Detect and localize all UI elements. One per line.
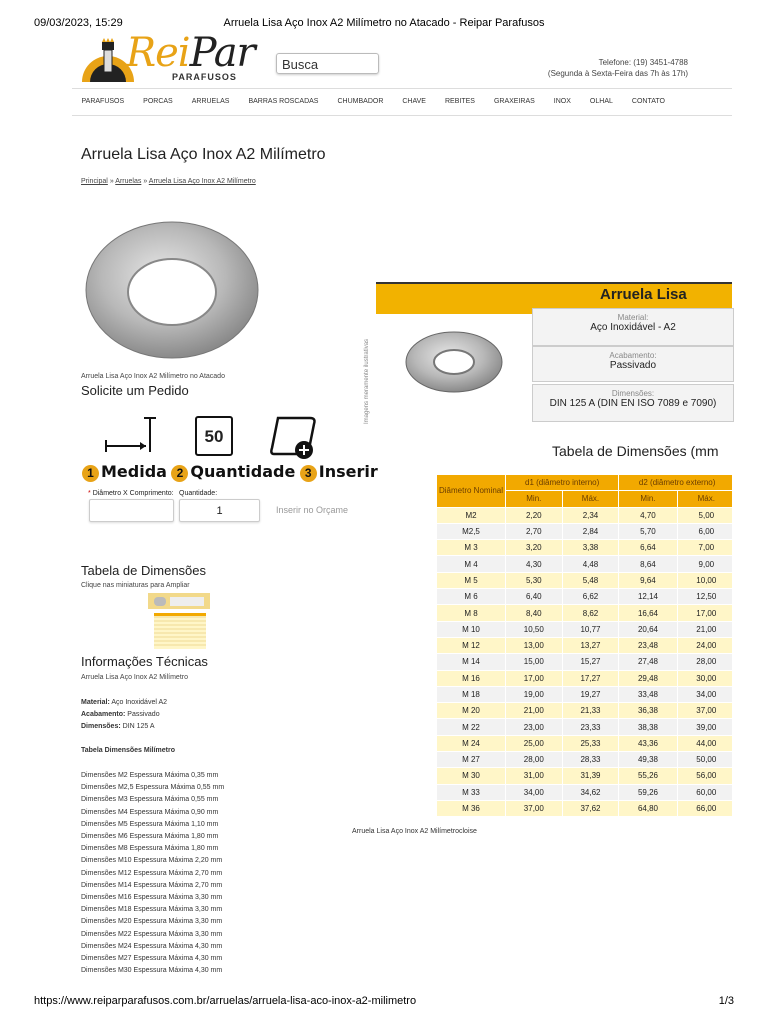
- tech-line: Dimensões M6 Espessura Máxima 1,80 mm: [81, 833, 219, 841]
- tech-material-value: Aço Inoxidável A2: [111, 699, 168, 706]
- breadcrumb-sep: »: [143, 178, 148, 185]
- tech-dimensoes-value: DIN 125 A: [122, 723, 155, 731]
- nav-item-arruelas[interactable]: ARRUELAS: [191, 98, 230, 105]
- th-max: Máx.: [562, 491, 619, 507]
- spec-material-value: Aço Inoxidável - A2: [590, 322, 676, 333]
- spec-dims-cell: 55,26: [619, 768, 677, 784]
- spec-dims-cell: 2,84: [562, 523, 619, 539]
- spec-dims-body: [437, 507, 733, 817]
- tech-line: Dimensões M3 Espessura Máxima 0,55 mm: [81, 796, 219, 804]
- spec-dims-cell: 38,38: [619, 719, 677, 735]
- spec-dims-cell: 16,64: [619, 605, 677, 621]
- order-title: Solicite um Pedido: [81, 383, 189, 398]
- spec-dims-row: [437, 800, 733, 816]
- th-min: Min.: [619, 491, 677, 507]
- tech-acabamento-value: Passivado: [127, 711, 160, 719]
- spec-dims-row: [437, 719, 733, 735]
- spec-dims-cell: 28,00: [677, 654, 732, 670]
- spec-dims-cell: M 27: [437, 752, 506, 768]
- spec-dims-cell: 17,00: [677, 605, 732, 621]
- nav-item-graxeiras[interactable]: GRAXEIRAS: [493, 98, 535, 105]
- spec-dims-cell: 34,00: [506, 784, 563, 800]
- print-page: 1/3: [718, 995, 734, 1007]
- spec-dims-cell: 31,00: [506, 768, 563, 784]
- search-input[interactable]: Busca: [276, 53, 379, 74]
- spec-dims-cell: 37,00: [677, 703, 732, 719]
- field2-label: Quantidade:: [179, 490, 218, 497]
- spec-caption: Arruela Lisa Aço Inox A2 Milímetrocloise: [352, 828, 477, 835]
- spec-side-text: Imagens meramente ilustrativas: [364, 338, 370, 424]
- tech-line: Dimensões M24 Espessura Máxima 4,30 mm: [81, 942, 223, 950]
- spec-dims-cell: 19,00: [506, 686, 563, 702]
- dims-hint: Clique nas miniaturas para Ampliar: [81, 582, 190, 589]
- spec-dims-cell: 23,00: [506, 719, 563, 735]
- tech-line: Dimensões M4 Espessura Máxima 0,90 mm: [81, 808, 219, 816]
- spec-dims-cell: 34,00: [677, 686, 732, 702]
- spec-dims-cell: M 5: [437, 572, 506, 588]
- dims-thumbnail[interactable]: [148, 593, 210, 651]
- spec-dims-row: [437, 752, 733, 768]
- tech-line: Dimensões M8 Espessura Máxima 1,80 mm: [81, 845, 219, 853]
- print-datetime: 09/03/2023, 15:29: [34, 17, 123, 29]
- tech-line: Dimensões M2,5 Espessura Máxima 0,55 mm: [81, 784, 225, 792]
- spec-dimensoes-key: Dimensões:: [611, 389, 655, 398]
- spec-dims-cell: 8,64: [619, 556, 677, 572]
- step-label: Quantidade: [190, 462, 296, 481]
- order-steps: [82, 462, 378, 482]
- nav-item-porcas[interactable]: PORCAS: [143, 98, 173, 105]
- spec-dims-cell: 3,38: [562, 540, 619, 556]
- spec-dims-row: [437, 735, 733, 751]
- tech-line: Dimensões M22 Espessura Máxima 3,30 mm: [81, 930, 223, 938]
- spec-dims-cell: 21,00: [506, 703, 563, 719]
- step-number: 3: [300, 465, 317, 482]
- tech-line: Dimensões M18 Espessura Máxima 3,30 mm: [81, 906, 223, 914]
- spec-title: Arruela Lisa: [600, 286, 687, 303]
- step-number: 1: [82, 465, 99, 482]
- spec-dims-cell: M 14: [437, 654, 506, 670]
- nav-item-barras-roscadas[interactable]: BARRAS ROSCADAS: [248, 98, 319, 105]
- spec-dims-cell: 56,00: [677, 768, 732, 784]
- spec-dims-cell: 10,77: [562, 621, 619, 637]
- spec-dims-cell: M 20: [437, 703, 506, 719]
- spec-dims-cell: M 3: [437, 540, 506, 556]
- tech-line: Dimensões M30 Espessura Máxima 4,30 mm: [81, 967, 223, 975]
- spec-dims-cell: 5,00: [677, 507, 732, 523]
- tech-line: Dimensões M16 Espessura Máxima 3,30 mm: [81, 894, 223, 902]
- spec-dims-row: [437, 523, 733, 539]
- spec-dims-cell: M 6: [437, 589, 506, 605]
- spec-dims-cell: 60,00: [677, 784, 732, 800]
- spec-dims-cell: 2,20: [506, 507, 563, 523]
- image-caption: Arruela Lisa Aço Inox A2 Milímetro no Atacado: [81, 373, 225, 380]
- spec-dims-cell: 4,70: [619, 507, 677, 523]
- spec-dims-cell: 37,00: [506, 800, 563, 816]
- spec-dims-cell: 23,48: [619, 637, 677, 653]
- print-url: https://www.reiparparafusos.com.br/arruelas/arruela-lisa-aco-inox-a2-milimetro: [34, 995, 417, 1007]
- spec-dims-cell: 9,64: [619, 572, 677, 588]
- spec-dims-cell: M2: [437, 507, 506, 523]
- spec-dims-cell: 13,00: [506, 637, 563, 653]
- tech-dimensoes-key: Dimensões:: [81, 723, 121, 731]
- contact-hours: (Segunda à Sexta-Feira das 7h às 17h): [547, 69, 688, 78]
- nav-item-chave[interactable]: CHAVE: [402, 98, 426, 105]
- required-mark: *: [88, 490, 91, 497]
- spec-dims-row: [437, 784, 733, 800]
- tech-lines: [81, 770, 224, 977]
- spec-dims-cell: 17,27: [562, 670, 619, 686]
- spec-dims-cell: 25,00: [506, 735, 563, 751]
- spec-dims-row: [437, 605, 733, 621]
- spec-material-box: [532, 308, 734, 346]
- spec-acabamento-box: [532, 346, 734, 382]
- spec-dims-cell: 6,40: [506, 589, 563, 605]
- spec-dims-cell: M 8: [437, 605, 506, 621]
- spec-dims-cell: M 36: [437, 800, 506, 816]
- spec-dims-cell: 6,00: [677, 523, 732, 539]
- step-label: Medida: [101, 462, 167, 481]
- quantity-input[interactable]: 1: [179, 499, 260, 522]
- spec-dims-cell: 7,00: [677, 540, 732, 556]
- page-title: Arruela Lisa Aço Inox A2 Milímetro: [81, 146, 326, 163]
- spec-dims-row: [437, 572, 733, 588]
- spec-dims-cell: 8,40: [506, 605, 563, 621]
- spec-dims-cell: 28,33: [562, 752, 619, 768]
- spec-dims-cell: 23,33: [562, 719, 619, 735]
- spec-dims-cell: 39,00: [677, 719, 732, 735]
- tech-title: Informações Técnicas: [81, 654, 208, 669]
- breadcrumb-current[interactable]: Arruela Lisa Aço Inox A2 Milímetro: [148, 178, 256, 185]
- spec-dims-cell: M2,5: [437, 523, 506, 539]
- product-image[interactable]: [82, 214, 262, 362]
- spec-dims-row: [437, 670, 733, 686]
- spec-dims-cell: 20,64: [619, 621, 677, 637]
- field1-label-text: Diâmetro X Comprimento:: [92, 490, 174, 497]
- spec-dims-cell: 36,38: [619, 703, 677, 719]
- spec-dims-cell: 34,62: [562, 784, 619, 800]
- spec-dims-cell: 10,00: [677, 572, 732, 588]
- spec-dims-row: [437, 703, 733, 719]
- nav-item-chumbador[interactable]: CHUMBADOR: [337, 98, 384, 105]
- spec-dims-row: [437, 556, 733, 572]
- spec-dims-cell: M 12: [437, 637, 506, 653]
- spec-dims-cell: 24,00: [677, 637, 732, 653]
- tech-line: Dimensões M27 Espessura Máxima 4,30 mm: [81, 955, 223, 963]
- spec-dims-row: [437, 589, 733, 605]
- tech-line: Dimensões M20 Espessura Máxima 3,30 mm: [81, 918, 223, 926]
- spec-dims-row: [437, 768, 733, 784]
- spec-dims-cell: 27,48: [619, 654, 677, 670]
- spec-dims-cell: 25,33: [562, 735, 619, 751]
- spec-material-key: Material:: [617, 313, 649, 322]
- spec-dims-cell: 66,00: [677, 800, 732, 816]
- spec-dims-cell: 12,50: [677, 589, 732, 605]
- spec-dims-row: [437, 507, 733, 523]
- tech-line: Dimensões M5 Espessura Máxima 1,10 mm: [81, 820, 219, 828]
- spec-dims-cell: 31,39: [562, 768, 619, 784]
- logo-rei: Rei: [126, 30, 190, 76]
- spec-dims-row: [437, 540, 733, 556]
- breadcrumb: [81, 178, 256, 185]
- spec-dimensoes-box: [532, 384, 734, 422]
- dims-title: Tabela de Dimensões: [81, 563, 207, 578]
- spec-dims-cell: 37,62: [562, 800, 619, 816]
- th-d1: d1 (diâmetro interno): [506, 475, 619, 491]
- spec-dims-row: [437, 637, 733, 653]
- spec-dims-cell: 33,48: [619, 686, 677, 702]
- spec-acabamento-key: Acabamento:: [609, 351, 657, 360]
- spec-dims-cell: 59,26: [619, 784, 677, 800]
- insert-button[interactable]: Inserir no Orçame: [276, 505, 349, 515]
- step-number: 2: [171, 465, 188, 482]
- breadcrumb-category[interactable]: Arruelas: [115, 178, 142, 185]
- spec-dims-row: [437, 621, 733, 637]
- tech-line: Dimensões M2 Espessura Máxima 0,35 mm: [81, 772, 219, 779]
- print-title: Arruela Lisa Aço Inox A2 Milímetro no Atacado - Reipar Parafusos: [223, 17, 545, 29]
- th-max: Máx.: [677, 491, 732, 507]
- spec-dims-table-wrap: [436, 474, 732, 817]
- spec-dims-cell: 5,70: [619, 523, 677, 539]
- spec-dims-row: [437, 654, 733, 670]
- spec-washer-image: [404, 330, 504, 394]
- spec-dims-cell: 4,30: [506, 556, 563, 572]
- spec-dims-cell: M 16: [437, 670, 506, 686]
- insert-document-icon: [268, 414, 320, 460]
- spec-dims-cell: 9,00: [677, 556, 732, 572]
- spec-dims-cell: 28,00: [506, 752, 563, 768]
- spec-table-title: Tabela de Dimensões (mm: [552, 443, 719, 459]
- main-nav: [72, 88, 732, 116]
- spec-dims-cell: 5,48: [562, 572, 619, 588]
- measure-icon: [102, 414, 162, 456]
- contact-phone: Telefone: (19) 3451-4788: [598, 58, 688, 67]
- tech-line: Dimensões M14 Espessura Máxima 2,70 mm: [81, 881, 223, 889]
- tech-line: Dimensões M10 Espessura Máxima 2,20 mm: [81, 857, 223, 865]
- spec-dims-cell: 6,64: [619, 540, 677, 556]
- spec-dims-cell: 44,00: [677, 735, 732, 751]
- spec-dimensoes-value: DIN 125 A (DIN EN ISO 7089 e 7090): [549, 398, 717, 409]
- logo-par: Par: [189, 30, 255, 76]
- nav-item-contato[interactable]: CONTATO: [631, 98, 665, 105]
- tech-subtitle: Arruela Lisa Aço Inox A2 Milímetro: [81, 674, 188, 681]
- breadcrumb-home[interactable]: Principal: [81, 178, 108, 185]
- spec-dims-cell: 15,27: [562, 654, 619, 670]
- th-nominal: Diâmetro Nominal: [437, 475, 506, 508]
- tech-line: Dimensões M12 Espessura Máxima 2,70 mm: [81, 869, 223, 877]
- nav-item-inox[interactable]: INOX: [553, 98, 571, 105]
- spec-dims-cell: M 4: [437, 556, 506, 572]
- spec-dims-cell: 4,48: [562, 556, 619, 572]
- spec-dims-cell: 30,00: [677, 670, 732, 686]
- tech-specs: [81, 697, 167, 734]
- nav-item-rebites[interactable]: REBITES: [444, 98, 475, 105]
- spec-dims-cell: M 24: [437, 735, 506, 751]
- spec-dims-cell: 5,30: [506, 572, 563, 588]
- tech-material-key: Material:: [81, 699, 110, 706]
- spec-dims-cell: 12,14: [619, 589, 677, 605]
- spec-dims-cell: M 18: [437, 686, 506, 702]
- nav-item-olhal[interactable]: OLHAL: [589, 98, 613, 105]
- spec-dims-cell: 15,00: [506, 654, 563, 670]
- spec-dims-cell: 49,38: [619, 752, 677, 768]
- quantity-box-icon: 50: [195, 416, 233, 456]
- breadcrumb-sep: »: [109, 178, 114, 185]
- spec-dims-cell: 21,00: [677, 621, 732, 637]
- spec-dims-cell: 21,33: [562, 703, 619, 719]
- spec-dims-cell: 43,36: [619, 735, 677, 751]
- tech-table-title: Tabela Dimensões Milímetro: [81, 747, 176, 754]
- field1-label: [88, 490, 174, 497]
- spec-dims-cell: 13,27: [562, 637, 619, 653]
- logo[interactable]: [80, 30, 260, 84]
- spec-dims-cell: 3,20: [506, 540, 563, 556]
- spec-dims-cell: 50,00: [677, 752, 732, 768]
- logo-sub: PARAFUSOS: [172, 72, 237, 82]
- tech-acabamento-key: Acabamento:: [81, 711, 126, 719]
- spec-dims-cell: 19,27: [562, 686, 619, 702]
- th-min: Min.: [506, 491, 563, 507]
- spec-dims-cell: M 33: [437, 784, 506, 800]
- spec-dims-cell: 64,80: [619, 800, 677, 816]
- spec-dims-cell: 10,50: [506, 621, 563, 637]
- spec-dims-cell: 2,70: [506, 523, 563, 539]
- th-d2: d2 (diâmetro externo): [619, 475, 732, 491]
- spec-dims-cell: 17,00: [506, 670, 563, 686]
- spec-dims-cell: 6,62: [562, 589, 619, 605]
- spec-dims-row: [437, 686, 733, 702]
- spec-dims-cell: M 22: [437, 719, 506, 735]
- spec-dims-cell: 2,34: [562, 507, 619, 523]
- spec-dims-cell: 29,48: [619, 670, 677, 686]
- spec-dims-cell: M 10: [437, 621, 506, 637]
- spec-acabamento-value: Passivado: [609, 360, 657, 371]
- measure-select[interactable]: [89, 499, 174, 522]
- step-label: Inserir: [318, 462, 378, 481]
- spec-dims-cell: 8,62: [562, 605, 619, 621]
- nav-item-parafusos[interactable]: PARAFUSOS: [81, 98, 125, 105]
- spec-dims-cell: M 30: [437, 768, 506, 784]
- spec-side-note: [362, 318, 376, 428]
- spec-dims-table: [436, 474, 732, 817]
- contact-info: [548, 57, 688, 79]
